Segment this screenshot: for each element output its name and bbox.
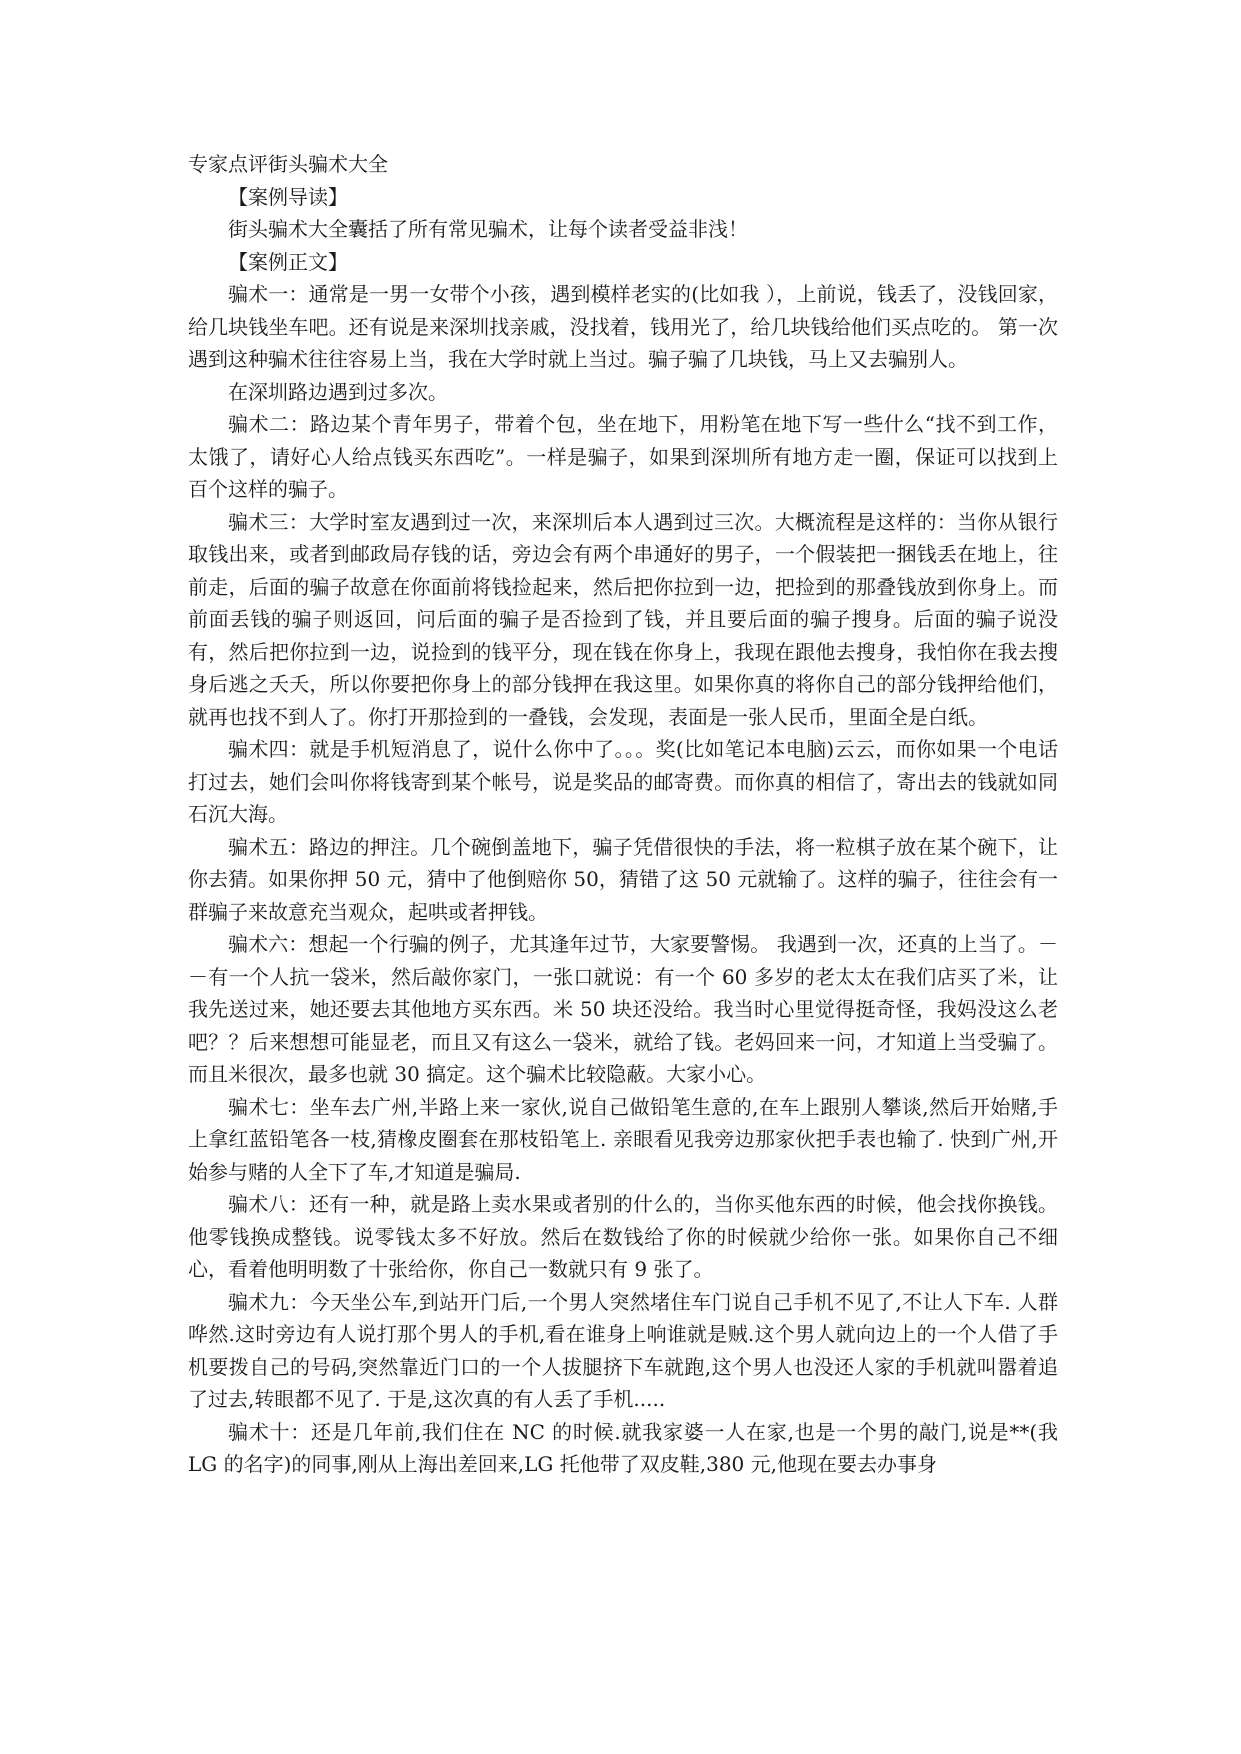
- body-paragraph-scam-7: 骗术七：坐车去广州,半路上来一家伙,说自己做铅笔生意的,在车上跟别人攀谈,然后开始赌,手上拿红蓝铅笔各一枝,猜橡皮圈套在那枝铅笔上. 亲眼看见我旁边那家伙把手表也输了. 快到广州,开始参与赌的人全下了车,才知道是骗局.: [188, 1094, 1058, 1184]
- document-page: [188, 148, 1058, 1481]
- body-paragraph-scam-6: 骗术六：想起一个行骗的例子，尤其逢年过节，大家要警惕。 我遇到一次，还真的上当了。－－有一个人抗一袋米，然后敲你家门，一张口就说：有一个 60 多岁的老太太在我们店买了米，让我先送过来，她还要去其他地方买东西。米 50 块还没给。我当时心里觉得挺奇怪，我妈没这么老吧？？后来想想可能显老，而且又有这么一袋米，就给了钱。老妈回来一问，才知道上当受骗了。而且米很次，最多也就 30 搞定。这个骗术比较隐蔽。大家小心。: [188, 932, 1058, 1086]
- section-heading-body: 【案例正文】: [228, 249, 348, 274]
- body-paragraph-scam-3: 骗术三：大学时室友遇到过一次，来深圳后本人遇到过三次。大概流程是这样的：当你从银行取钱出来，或者到邮政局存钱的话，旁边会有两个串通好的男子，一个假装把一捆钱丢在地上，往前走，后面的骗子故意在你面前将钱捡起来，然后把你拉到一边，把捡到的那叠钱放到你身上。而前面丢钱的骗子则返回，问后面的骗子是否捡到了钱，并且要后面的骗子搜身。后面的骗子说没有，然后把你拉到一边，说捡到的钱平分，现在钱在你身上，我现在跟他去搜身，我怕你在我去搜身后逃之夭夭，所以你要把你身上的部分钱押在我这里。如果你真的将你自己的部分钱押给他们，就再也找不到人了。你打开那捡到的一叠钱，会发现，表面是一张人民币，里面全是白纸。: [188, 509, 1058, 729]
- body-paragraph-scam-9: 骗术九：今天坐公车,到站开门后,一个男人突然堵住车门说自己手机不见了,不让人下车. 人群哗然.这时旁边有人说打那个男人的手机,看在谁身上响谁就是贼.这个男人就向边上的一个人借了手机要拨自己的号码,突然靠近门口的一个人拔腿挤下车就跑,这个男人也没还人家的手机就叫嚣着追了过去,转眼都不见了. 于是,这次真的有人丢了手机.....: [188, 1289, 1058, 1411]
- body-paragraph-scam-10: 骗术十：还是几年前,我们住在 NC 的时候.就我家婆一人在家,也是一个男的敲门,说是**(我 LG 的名字)的同事,刚从上海出差回来,LG 托他带了双皮鞋,380 元,他现在要去办事身: [188, 1419, 1058, 1476]
- body-paragraph-scam-5: 骗术五：路边的押注。几个碗倒盖地下，骗子凭借很快的手法，将一粒棋子放在某个碗下，让你去猜。如果你押 50 元，猜中了他倒赔你 50，猜错了这 50 元就输了。这样的骗子，往往会有一群骗子来故意充当观众，起哄或者押钱。: [188, 834, 1058, 924]
- section-heading-intro: 【案例导读】: [228, 184, 348, 209]
- body-paragraph-scam-4: 骗术四：就是手机短消息了，说什么你中了。。。奖(比如笔记本电脑)云云，而你如果一个电话打过去，她们会叫你将钱寄到某个帐号，说是奖品的邮寄费。而你真的相信了，寄出去的钱就如同石沉大海。: [188, 737, 1058, 826]
- intro-paragraph: 街头骗术大全囊括了所有常见骗术，让每个读者受益非浅！: [228, 217, 748, 241]
- body-paragraph-scam-8: 骗术八：还有一种，就是路上卖水果或者别的什么的，当你买他东西的时候，他会找你换钱。他零钱换成整钱。说零钱太多不好放。然后在数钱给了你的时候就少给你一张。如果你自己不细心，看着他明明数了十张给你，你自己一数就只有 9 张了。: [188, 1192, 1058, 1281]
- body-paragraph-scam-1: 骗术一：通常是一男一女带个小孩，遇到模样老实的(比如我 ），上前说，钱丢了，没钱回家，给几块钱坐车吧。还有说是来深圳找亲戚，没找着，钱用光了，给几块钱给他们买点吃的。 第一次遇到这种骗术往往容易上当，我在大学时就上当过。骗子骗了几块钱，马上又去骗别人。: [188, 282, 1058, 371]
- body-paragraph-note: 在深圳路边遇到过多次。: [228, 379, 448, 404]
- document-title: 专家点评街头骗术大全: [188, 152, 388, 176]
- body-paragraph-scam-2: 骗术二：路边某个青年男子，带着个包，坐在地下，用粉笔在地下写一些什么“找不到工作，太饿了，请好心人给点钱买东西吃”。一样是骗子，如果到深圳所有地方走一圈，保证可以找到上百个这样的骗子。: [188, 412, 1058, 501]
